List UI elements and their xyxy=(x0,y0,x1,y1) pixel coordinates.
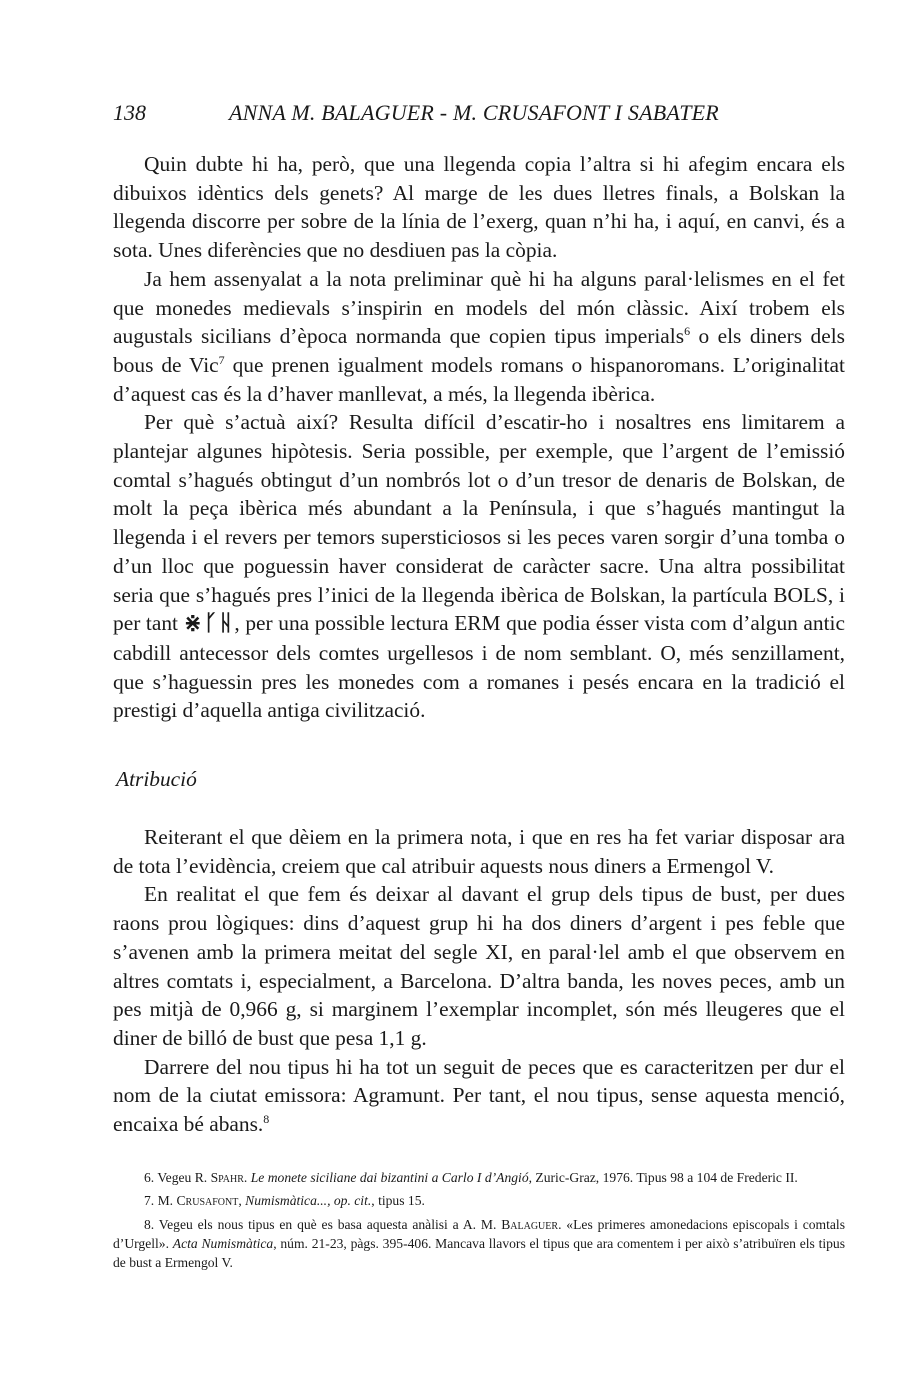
section-body xyxy=(113,823,845,1139)
footnote-ref-6[interactable]: 6 xyxy=(684,324,691,339)
paragraph xyxy=(113,880,845,1052)
paragraph-text: que podia ésser vista com d’algun antic cabdill antecessor dels comtes urgellesos i de nom semblant. O, més senzillament, que s’haguessin pres les monedes com a romanes i pesés encara en la tradició el prestigi d’aquella antiga civilització. xyxy=(113,611,845,723)
paragraph-text: En realitat el que fem és deixar al davant el grup dels tipus de bust, per dues raons prou lògiques: dins d’aquest grup hi ha dos diners d’argent i pes feble que s’avenen amb la primera meitat del segle xyxy=(113,882,845,964)
footnote-title: Acta Numismàtica xyxy=(172,1235,274,1251)
paragraph-text: Darrere del nou tipus hi ha tot un seguit de peces que es caracteritzen per dur el nom de la ciutat emissora: Agramunt. Per tant, el nou tipus, sense aquesta menció, encaixa bé abans. xyxy=(113,1054,845,1137)
paragraph-text: Reiterant el que dèiem en la primera nota, i que en res ha fet variar disposar ara de tota l’evidència, creiem que cal atribuir aquests nous diners a Ermengol V. xyxy=(113,825,845,878)
paragraph xyxy=(113,823,845,880)
page-number: 138 xyxy=(113,100,146,125)
footnote-text: , tipus 15. xyxy=(371,1193,425,1209)
footnote-text: . xyxy=(243,1170,251,1185)
paragraph-text: , per una possible lectura xyxy=(234,611,455,636)
iberian-script-glyphs: ⋇ᚴᚺ xyxy=(183,611,235,637)
footnote-title: Numismàtica..., op. cit. xyxy=(245,1193,372,1209)
paragraph-text: o els diners dels bous de Vic xyxy=(113,324,845,377)
small-caps-century: XI xyxy=(485,939,508,964)
footnote-text: , núm. 21-23, pàgs. 395-406. Mancava llavors el tipus que ara comentem i per això s’atribuïren els tipus de bust a Ermengol V. xyxy=(113,1235,846,1271)
footnote-text: . «Les primeres amonedacions episcopals i comtals d’Urgell». xyxy=(113,1216,845,1251)
footnote-author: Balaguer xyxy=(501,1216,559,1232)
footnote-text: 8. Vegeu els nous tipus en què es basa aquesta anàlisi a A. M. xyxy=(144,1216,502,1232)
running-title: ANNA M. BALAGUER - M. CRUSAFONT I SABATER xyxy=(229,100,719,125)
small-caps-term: BOLS xyxy=(773,582,828,607)
body-text xyxy=(113,150,845,725)
footnote-7 xyxy=(113,1191,845,1210)
footnote-ref-8[interactable]: 8 xyxy=(263,1111,270,1126)
footnotes xyxy=(113,1168,845,1272)
paragraph-text: Quin dubte hi ha, però, que una llegenda copia l’altra si hi afegim encara els dibuixos idèntics dels genets? Al marge de les dues lletres finals, a Bolskan la llegenda discorre per sobre de la línia de l’exerg, quan n’hi ha, i aquí, en canvi, és a sota. Unes diferències que no desdiuen pas la còpia. xyxy=(113,152,845,263)
paragraph-text: que prenen igualment models romans o hispanoromans. L’originalitat d’aquest cas és la d’haver manllevat, a més, la llegenda ibèrica. xyxy=(113,352,845,406)
footnote-author: Crusafont xyxy=(176,1193,239,1209)
page-header xyxy=(113,98,845,128)
paragraph xyxy=(113,408,845,725)
footnote-text: 6. Vegeu R. xyxy=(144,1170,211,1185)
small-caps-term: ERM xyxy=(454,611,501,636)
paragraph-text: , i per tant xyxy=(113,582,845,636)
paragraph xyxy=(113,1053,845,1139)
footnote-8 xyxy=(113,1215,845,1273)
paragraph xyxy=(113,150,845,265)
footnote-ref-7[interactable]: 7 xyxy=(218,352,225,367)
footnote-title: Le monete siciliane dai bizantini a Carlo I d’Angió xyxy=(250,1170,529,1185)
footnote-text: , Zuric-Graz, 1976. Tipus 98 a 104 de Frederic II. xyxy=(528,1170,798,1185)
footnote-6 xyxy=(113,1168,845,1187)
footnote-author: Spahr xyxy=(210,1170,244,1185)
paragraph-text: , en paral·lel amb el que observem en altres comtats i, especialment, a Barcelona. D’altra banda, les noves peces, amb un pes mitjà de 0,966 g, si marginem l’exemplar incomplet, són més lleugeres que el diner de billó de bust que pesa 1,1 g. xyxy=(113,939,845,1050)
paragraph xyxy=(113,265,845,409)
paragraph-text: Ja hem assenyalat a la nota preliminar què hi ha alguns paral·lelismes en el fet que monedes medievals s’inspirin en models del món clàssic. Així trobem els augustals sicilians d’època normanda que copien tipus imperials xyxy=(113,266,845,349)
footnote-text: , xyxy=(238,1193,246,1209)
paragraph-text: Per què s’actuà així? Resulta difícil d’escatir-ho i nosaltres ens limitarem a plantejar algunes hipòtesis. Seria possible, per exemple, que l’argent de l’emissió comtal s’hagués obtingut d’un nombrós lot o d’un tresor de denaris de Bolskan, de molt la peça ibèrica més abundant a la Península, i que s’hagués mantingut la llegenda i el revers per temors supersticiosos si les peces varen sorgir d’una tomba o d’un lloc que poguessin haver considerat de caràcter sacre. Una altra possibilitat seria que s’hagués pres l’inici de la llegenda ibèrica de Bolskan, la partícula xyxy=(113,410,845,607)
footnote-text: 7. M. xyxy=(144,1193,177,1209)
section-heading: Atribució xyxy=(116,767,197,791)
